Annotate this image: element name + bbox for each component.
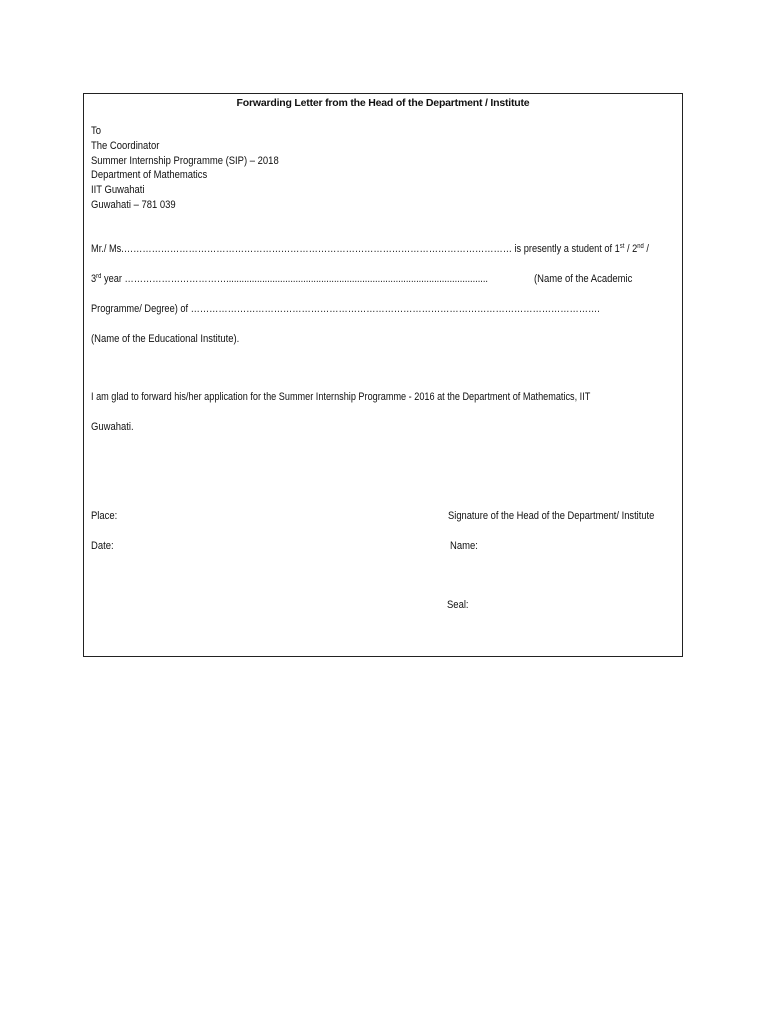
programme-degree-line <box>91 303 600 316</box>
address-coordinator: The Coordinator <box>91 140 160 152</box>
letter-title: Forwarding Letter from the Head of the Department / Institute <box>236 97 530 109</box>
address-department: Department of Mathematics <box>91 169 208 181</box>
institute-blank: ……………………………………………………………………………………………………………………. <box>190 303 600 315</box>
programme-degree-label: Programme/ Degree) of <box>91 303 191 315</box>
mr-ms-label: Mr./ Ms. <box>91 243 124 255</box>
nd-superscript: nd <box>637 243 644 250</box>
slash-text: / <box>643 243 649 255</box>
place-label: Place: <box>91 510 118 522</box>
student-name-line <box>91 243 649 256</box>
year-text: year <box>101 273 125 285</box>
signature-label: Signature of the Head of the Department/ Institute <box>448 510 655 522</box>
second-year-text: / 2 <box>624 243 638 255</box>
student-name-blank: ……………………………………………………………………………………………………………… <box>123 243 512 255</box>
seal-label: Seal: <box>447 599 469 611</box>
rd-superscript: rd <box>96 273 102 280</box>
year-line <box>91 273 488 286</box>
presently-student-text: is presently a student of 1 <box>511 243 620 255</box>
date-label: Date: <box>91 540 114 552</box>
st-superscript: st <box>619 243 625 250</box>
forward-text-line1: I am glad to forward his/her application for the Summer Internship Programme - 2016 at the Department of Mathematics, IIT <box>91 391 591 403</box>
academic-programme-blank: ……………………………...................................................................................................... <box>124 273 488 285</box>
name-institute-text: (Name of the Educational Institute). <box>91 333 240 345</box>
forward-text-line2: Guwahati. <box>91 421 134 433</box>
address-city-pin: Guwahati – 781 039 <box>91 199 176 211</box>
address-institute: IIT Guwahati <box>91 184 145 196</box>
name-label: Name: <box>450 540 478 552</box>
third-text: 3 <box>91 273 97 285</box>
forwarding-letter-form <box>83 93 683 657</box>
name-academic-text: (Name of the Academic <box>534 273 633 285</box>
address-programme: Summer Internship Programme (SIP) – 2018 <box>91 155 279 167</box>
address-to: To <box>91 125 101 137</box>
